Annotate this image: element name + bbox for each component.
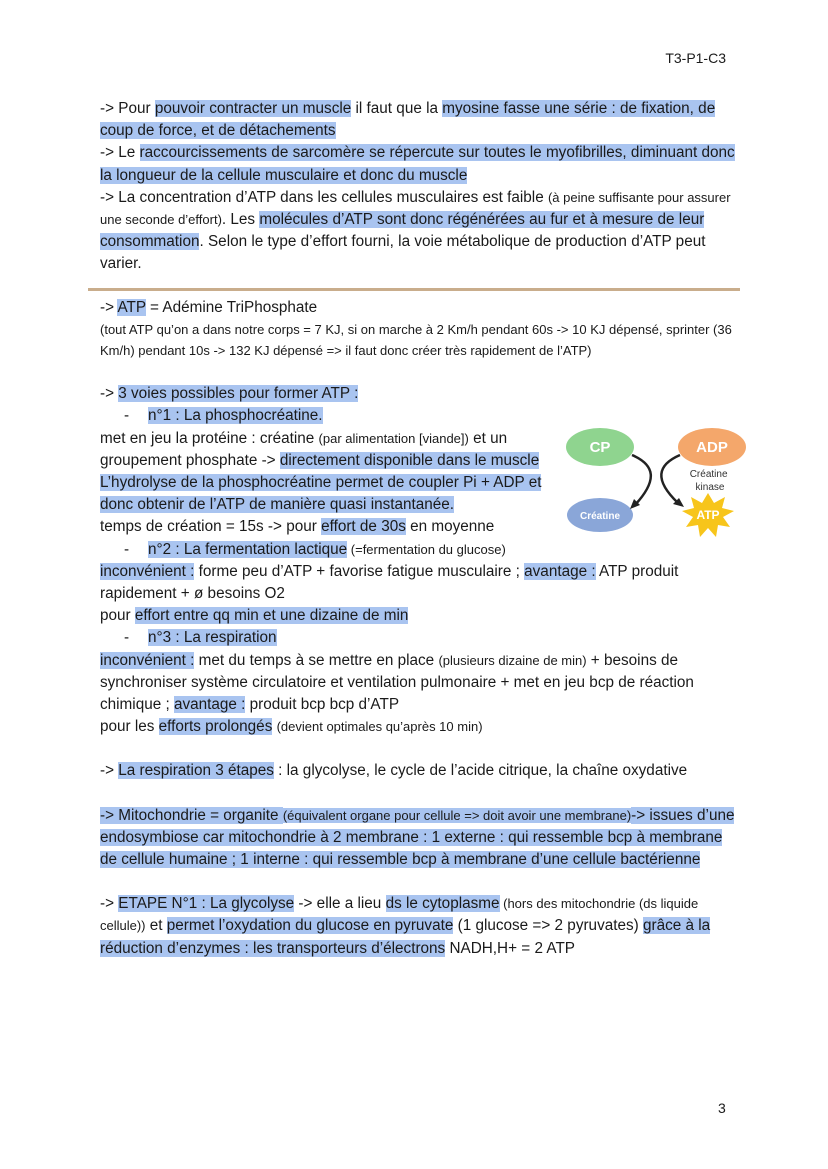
highlight: myosine fasse une série : de fixation, de coup de force, et de détachements	[100, 100, 716, 140]
highlight: ETAPE N°1 : La glycolyse	[118, 895, 295, 913]
page-number: 3	[718, 1100, 726, 1116]
creatine-label: Créatine	[579, 511, 621, 522]
highlight: La respiration 3 étapes	[118, 762, 274, 780]
atp-note: (tout ATP qu’on a dans notre corps = 7 KJ, si on marche à 2 Km/h pendant 60s -> 10 KJ dépensé, sprinter (36 Km/h) pendant 10s -> 132 KJ dépensé => il faut donc créer très rapidement de l’ATP)	[100, 322, 732, 359]
highlight: molécules d’ATP sont donc régénérées au fur et à mesure de leur consommation	[100, 211, 705, 251]
text: met en jeu la protéine : créatine	[100, 429, 319, 447]
highlight: avantage :	[524, 562, 596, 580]
small-note: (à peine suffisante pour assurer une seconde d’effort)	[100, 189, 731, 228]
paragraph-mitochondrie	[100, 805, 736, 872]
highlight: effort entre qq min et une dizaine de min	[134, 607, 409, 625]
highlight: effort de 30s	[321, 518, 406, 536]
highlight: avantage :	[173, 696, 246, 714]
bullet-dash: -	[124, 629, 130, 647]
highlight: inconvénient :	[100, 562, 195, 580]
paragraph-respiration	[100, 650, 736, 717]
highlight: raccourcissements de sarcomère se répercute sur toutes le myofibrilles, diminuant donc la longueur de la cellule musculaire et donc du muscle	[100, 144, 735, 184]
intro-section	[100, 98, 736, 276]
highlight: permet l’oxydation du glucose en pyruvate	[166, 917, 454, 935]
kinase-line-1: Créatine	[689, 469, 728, 480]
paragraph-glycolyse	[100, 893, 736, 960]
text: + besoins de synchroniser système circulatoire et ventilation pulmonaire + met en jeu bcp de réaction chimique ;	[100, 651, 694, 714]
atp-definition	[100, 297, 736, 319]
text: . Selon le type d’effort fourni, la voie métabolique de production d’ATP peut varier.	[100, 233, 706, 273]
list-item-n3	[100, 627, 736, 649]
paragraph-contraction	[100, 98, 736, 142]
text: = Adémine TriPhosphate	[145, 299, 318, 316]
paragraph-respiration-effort	[100, 716, 736, 738]
phosphocreatine-block	[100, 405, 545, 516]
highlight: grâce à la réduction d’enzymes : les transporteurs d’électrons	[100, 917, 711, 957]
paragraph-creatine	[100, 428, 545, 472]
document-code: T3-P1-C3	[665, 50, 726, 66]
highlight: directement disponible dans le muscle	[279, 451, 540, 469]
text: forme peu d’ATP + favorise fatigue musculaire ;	[194, 562, 525, 580]
text: ->	[100, 299, 118, 316]
paragraph-atp-concentration	[100, 187, 736, 276]
highlight-small: (équivalent organe pour cellule => doit avoir une membrane)	[282, 807, 632, 823]
paragraph-fermentation	[100, 561, 736, 605]
highlight: -> Mitochondrie = organite	[100, 806, 283, 824]
text: produit bcp bcp d’ATP	[245, 696, 400, 714]
highlight: efforts prolongés	[158, 718, 273, 736]
small-note: (=fermentation du glucose)	[347, 541, 506, 557]
text: met du temps à se mettre en place	[194, 651, 439, 669]
phosphocreatine-diagram	[560, 425, 750, 545]
text: -> La concentration d’ATP dans les cellules musculaires est faible	[100, 188, 548, 206]
paragraph-sarcomere	[100, 142, 736, 186]
small-note: (plusieurs dizaine de min)	[438, 652, 587, 668]
text: -> Pour	[100, 100, 155, 117]
arrow-cp-creatine	[632, 455, 651, 505]
text: ->	[100, 895, 119, 913]
text: ATP produit rapidement + ø besoins O2	[100, 562, 679, 603]
cp-label: CP	[589, 439, 611, 456]
highlight: n°3 : La respiration	[148, 629, 277, 647]
highlight: 3 voies possibles pour former ATP :	[118, 385, 359, 403]
list-item-n1	[100, 405, 545, 427]
highlight: inconvénient :	[100, 651, 195, 669]
text: pour les	[100, 718, 159, 736]
small-note: (hors des mitochondrie (ds liquide cellule))	[100, 896, 699, 934]
highlight: pouvoir contracter un muscle	[154, 100, 352, 117]
highlight: L’hydrolyse de la phosphocréatine permet de coupler Pi + ADP et donc obtenir de l’ATP de manière quasi instantanée.	[100, 474, 542, 514]
kinase-line-2: kinase	[695, 482, 725, 493]
paragraph-respiration-steps	[100, 760, 736, 782]
highlight: -> issues d’une endosymbiose car mitochondrie à 2 membrane : 1 externe : qui ressemble bcp à membrane de cellule humaine ; 1 interne : qui ressemble bcp à membrane d’une cellule bactérienne	[100, 806, 735, 869]
text: et	[145, 917, 167, 935]
text: ->	[100, 762, 119, 780]
highlight: ds le cytoplasme	[385, 895, 500, 913]
highlight: n°2 : La fermentation lactique	[148, 540, 348, 558]
paragraph-hydrolyse	[100, 472, 545, 516]
paragraph-fermentation-effort	[100, 605, 736, 627]
text: NADH,H+ = 2 ATP	[445, 939, 575, 957]
highlight: n°1 : La phosphocréatine.	[148, 407, 323, 425]
atp-section	[100, 297, 736, 960]
highlight: ATP	[117, 299, 146, 316]
text: et un groupement phosphate ->	[100, 429, 508, 469]
text: ->	[100, 385, 119, 403]
atp-label: ATP	[696, 508, 720, 522]
text: il faut que la	[351, 100, 443, 117]
bullet-dash: -	[124, 540, 130, 558]
text: -> Le	[100, 144, 140, 162]
kinase-label	[690, 469, 731, 493]
section-divider	[88, 288, 740, 291]
text: -> elle a lieu	[294, 895, 386, 913]
small-note: (devient optimales qu’après 10 min)	[276, 719, 483, 735]
bullet-dash: -	[124, 407, 130, 425]
text: (1 glucose => 2 pyruvates)	[453, 917, 643, 935]
adp-label: ADP	[696, 439, 728, 456]
voies-heading	[100, 383, 736, 405]
text: : la glycolyse, le cycle de l’acide citrique, la chaîne oxydative	[273, 762, 688, 780]
text: temps de création = 15s -> pour	[100, 518, 322, 536]
arrow-adp-atp	[661, 455, 680, 503]
small-note: (par alimentation [viande])	[318, 430, 469, 446]
text: . Les	[221, 211, 260, 229]
text: pour	[100, 607, 135, 625]
text: en moyenne	[405, 518, 495, 536]
